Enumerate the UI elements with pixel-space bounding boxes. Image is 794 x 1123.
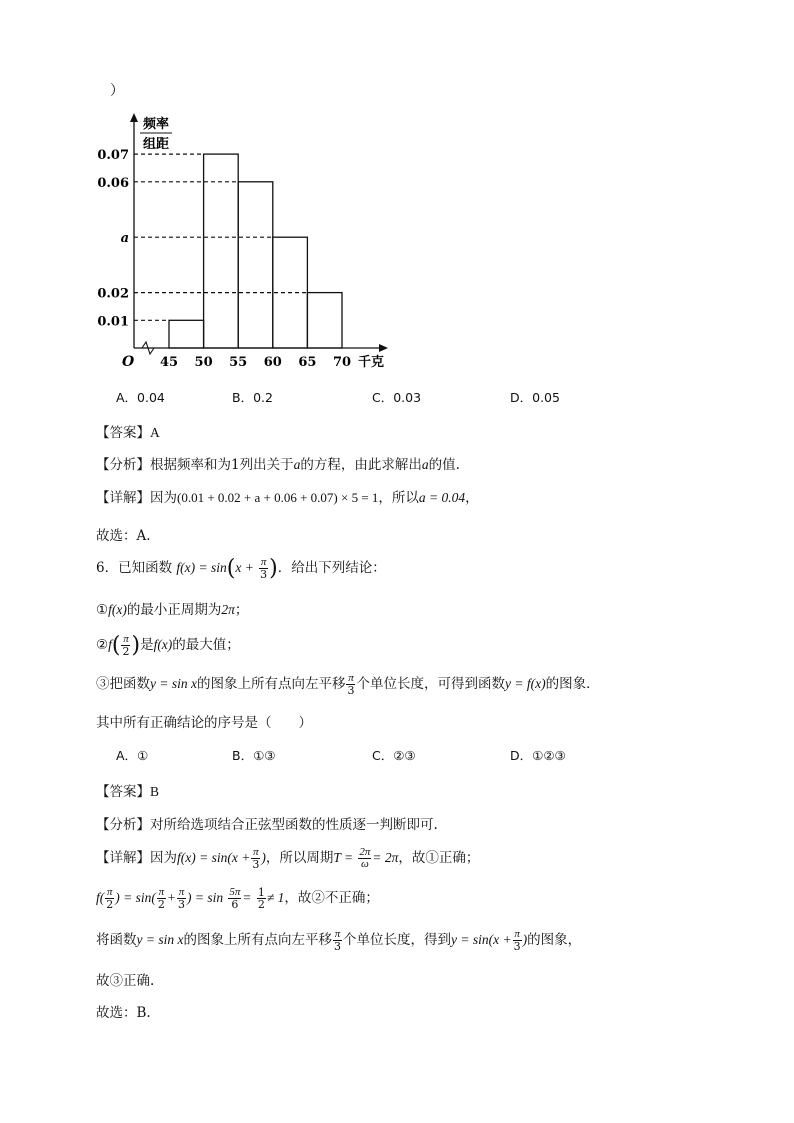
sin-close: ) = sin	[186, 890, 224, 905]
sin-function: y = sin x	[136, 932, 184, 947]
q5-option-c: C．0.03	[372, 390, 422, 405]
paren-open: (	[226, 556, 236, 581]
conclusion-text: 把函数	[109, 676, 150, 692]
detail-text: 将函数	[96, 932, 137, 948]
five-pi-over-6: $\frac{5\pi}{6}$	[229, 886, 241, 911]
circled-2: ②	[96, 637, 109, 653]
paren-close: )	[261, 850, 266, 865]
detail-tag: 【详解】	[96, 490, 150, 506]
period-symbol: T =	[333, 850, 354, 865]
question-closing-paren: ）	[110, 83, 124, 99]
detail-text: ，所以	[378, 490, 419, 506]
q5-option-d: D．0.05	[510, 390, 560, 405]
x-tick-label: 55	[229, 355, 248, 370]
y-tick-label: 0.07	[97, 148, 129, 164]
stem-inner: x +	[235, 560, 254, 575]
q6-conclusion-1	[96, 598, 248, 618]
fx: f(x)	[153, 637, 173, 652]
answer-value: A	[150, 425, 160, 440]
detail-text: ，故①正确；	[398, 850, 480, 866]
pi-over-2: $\frac{\pi}{2}$	[157, 886, 165, 911]
conclusion-text: 是	[140, 637, 154, 653]
q6-option-d: D．①②③	[510, 748, 566, 763]
q6-detail-2	[96, 886, 379, 910]
q6-option-b: B．①③	[232, 748, 276, 763]
y-label-numerator: 频率	[142, 117, 170, 132]
histogram-chart	[96, 110, 396, 370]
detail-text: 的图象上所有点向左平移	[183, 932, 332, 948]
y-tick-label: 0.02	[97, 286, 129, 302]
x-axis-unit: 千克	[358, 355, 385, 370]
q6-option-a: A．①	[116, 748, 149, 763]
pi-over-3: $\frac{\pi}{3}$	[260, 556, 268, 581]
period-value: 2π	[221, 602, 235, 617]
shifted-function: y = sin(x +	[450, 932, 512, 947]
q6-stem	[96, 556, 386, 581]
y-tick-label: a	[120, 231, 129, 247]
analysis-text: 的值.	[428, 457, 460, 473]
q5-option-a: A．0.04	[116, 390, 165, 405]
stem-text: 6．已知函数	[96, 560, 173, 576]
two-pi-over-omega: $\frac{2\pi}{\omega}$	[359, 846, 371, 870]
detail-text: ，	[465, 490, 479, 506]
one-half: $\frac{1}{2}$	[257, 886, 265, 911]
detail-text: 因为	[150, 490, 177, 506]
analysis-text: 根据频率和为1列出关于	[150, 457, 294, 473]
x-tick-label: 50	[194, 355, 213, 370]
histogram-bar	[169, 320, 204, 348]
q6-detail-1	[96, 846, 479, 870]
fx-def: f(x) = sin(x +	[177, 850, 251, 865]
analysis-tag: 【分析】	[96, 457, 150, 473]
conclusion-text: 的图象．	[545, 676, 600, 692]
origin-label: O	[122, 354, 135, 370]
x-tick-label: 60	[263, 355, 282, 370]
circled-3: ③	[96, 676, 110, 692]
answer-tag: 【答案】	[96, 784, 150, 800]
plus: +	[166, 890, 176, 905]
sin-function: y = sin x	[150, 676, 197, 691]
conclusion-text: ；	[234, 602, 249, 618]
histogram-bar	[307, 293, 342, 348]
sin-open: ) = sin(	[115, 890, 156, 905]
detail-text: ，故②不正确；	[284, 890, 379, 906]
analysis-text: 的方程，由此求解出	[300, 457, 422, 473]
paren-open: (	[111, 633, 121, 658]
q6-option-c: C．②③	[372, 748, 416, 763]
y-tick-label: 0.01	[97, 314, 129, 330]
q5-option-b: B．0.2	[232, 390, 273, 405]
detail-text: 因为	[150, 850, 177, 866]
conclusion-text: 的最大值；	[172, 637, 240, 653]
q6-conclusion-3	[96, 672, 600, 696]
pi-over-3: $\frac{\pi}{3}$	[252, 846, 260, 871]
paren-close: )	[131, 633, 141, 658]
pi-over-2: $\frac{\pi}{2}$	[106, 886, 114, 911]
q6-question: 其中所有正确结论的序号是（ ）	[96, 715, 312, 731]
answer-value: B	[150, 784, 160, 799]
pi-over-3: $\frac{\pi}{3}$	[333, 928, 341, 953]
var-a: a	[421, 457, 429, 472]
y-axis-arrow	[130, 113, 138, 122]
conclusion-text: 的图象上所有点向左平移	[196, 676, 346, 692]
pi-over-3: $\frac{\pi}{3}$	[347, 672, 355, 697]
q6-analysis	[96, 813, 438, 833]
f-paren: f(	[96, 890, 105, 905]
x-tick-label: 65	[298, 355, 317, 370]
x-tick-label: 45	[159, 355, 179, 370]
not-equal-one: ≠ 1	[266, 890, 285, 905]
y-tick-label: 0.06	[97, 175, 129, 191]
q5-choose: 故选：A.	[96, 528, 151, 544]
paren-close: )	[269, 556, 278, 581]
detail-equation: (0.01 + 0.02 + a + 0.06 + 0.07) × 5 = 1	[177, 490, 379, 505]
q6-detail-3	[96, 928, 581, 952]
pi-over-3: $\frac{\pi}{3}$	[513, 928, 521, 953]
pi-over-3: $\frac{\pi}{3}$	[177, 886, 185, 911]
circled-1: ①	[96, 602, 109, 618]
fx-function: y = f(x)	[504, 676, 546, 691]
detail-text: ，所以周期	[265, 850, 334, 866]
detail-text: 个单位长度，得到	[342, 932, 451, 948]
q6-choose: 故选：B.	[96, 1005, 151, 1021]
detail-tag: 【详解】	[96, 850, 150, 866]
histogram-bar	[238, 182, 273, 348]
q6-detail-4: 故③正确.	[96, 973, 155, 989]
analysis-text: 对所给选项结合正弦型函数的性质逐一判断即可.	[150, 817, 438, 833]
answer-tag: 【答案】	[96, 425, 150, 441]
x-axis-arrow	[379, 344, 388, 352]
x-tick-label: 70	[332, 355, 352, 370]
equals: =	[242, 890, 252, 905]
conclusion-text: 的最小正周期为	[126, 602, 222, 618]
detail-result: a = 0.04	[418, 490, 466, 505]
q6-conclusion-2	[96, 633, 240, 658]
f: f	[108, 637, 112, 652]
pi-over-2: $\frac{\pi}{2}$	[122, 633, 130, 658]
stem-function: f(x) = sin	[176, 560, 227, 575]
period-value: = 2π	[372, 850, 399, 865]
detail-text: 的图象，	[527, 932, 582, 948]
stem-text: ．给出下列结论：	[277, 560, 386, 576]
var-a: a	[293, 457, 301, 472]
q5-detail	[96, 486, 479, 506]
q5-analysis	[96, 453, 460, 473]
y-label-denominator: 组距	[142, 137, 170, 152]
analysis-tag: 【分析】	[96, 817, 150, 833]
q5-answer	[96, 421, 160, 441]
q6-answer	[96, 780, 159, 800]
paren-close: )	[522, 932, 528, 947]
conclusion-text: 个单位长度，可得到函数	[356, 676, 505, 692]
fx: f(x)	[108, 602, 127, 617]
histogram-bar	[204, 154, 239, 348]
